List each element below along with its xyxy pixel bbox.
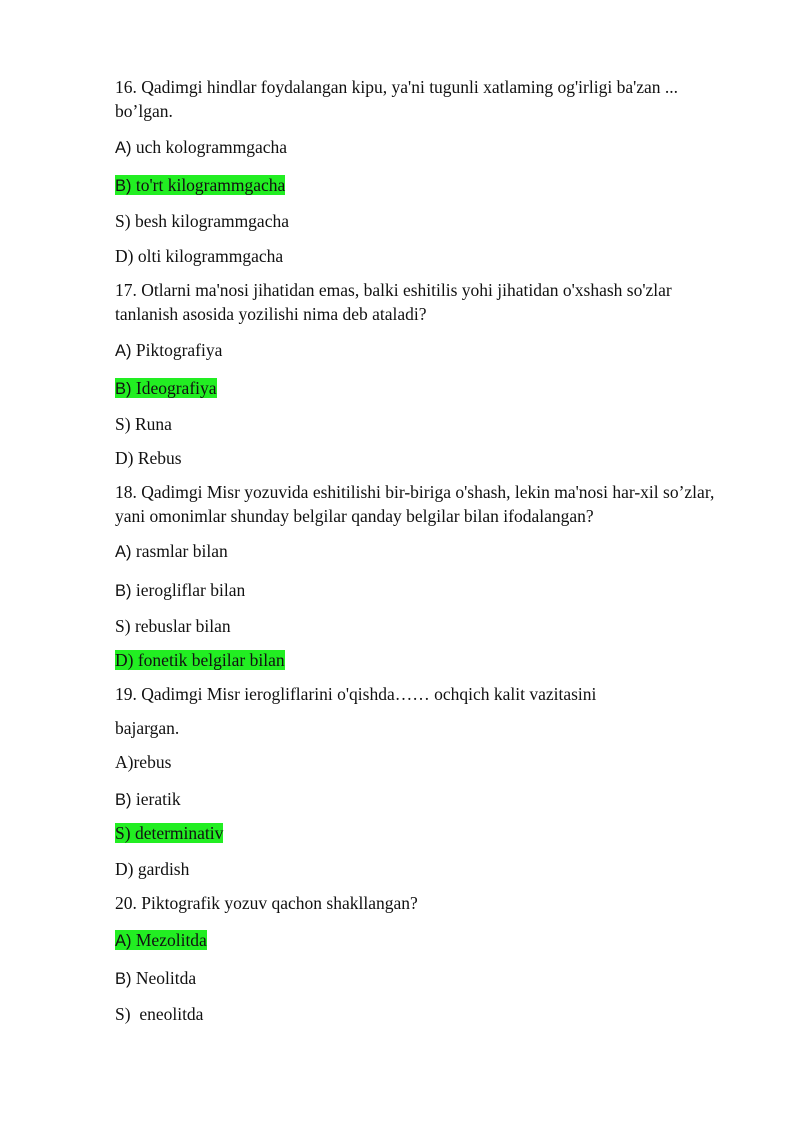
option-letter: S): [115, 616, 131, 636]
q17-option-s: [115, 412, 172, 436]
option-letter: S): [115, 211, 131, 231]
option-letter: A): [115, 139, 132, 157]
option-text: ieratik: [135, 789, 181, 809]
option-text: eneolitda: [134, 1004, 204, 1024]
option-text: uch kologrammgacha: [135, 137, 288, 157]
option-letter: A): [115, 752, 134, 772]
question-16-text: 16. Qadimgi hindlar foydalangan kipu, ya'ni tugunli xatlaming og'irligi ba'zan ... bo’lgan.: [115, 77, 679, 121]
q20-option-a-correct: [115, 928, 207, 953]
option-text: fonetik belgilar bilan: [137, 650, 285, 670]
option-letter: S): [115, 414, 131, 434]
option-text: Rebus: [137, 448, 182, 468]
option-text: Mezolitda: [135, 930, 207, 950]
q17-option-b-correct: [115, 376, 217, 401]
option-letter: D): [115, 246, 134, 266]
option-text: determinativ: [134, 823, 224, 843]
option-letter: D): [115, 859, 134, 879]
option-text: rebus: [133, 752, 172, 772]
option-letter: D): [115, 650, 134, 670]
option-text: olti kilogrammgacha: [137, 246, 284, 266]
option-letter: A): [115, 543, 132, 561]
q18-option-b: [115, 578, 245, 603]
option-letter: B): [115, 791, 132, 809]
question-20-text: 20. Piktografik yozuv qachon shakllangan?: [115, 893, 418, 913]
option-text: Ideografiya: [135, 378, 217, 398]
option-letter: B): [115, 380, 132, 398]
option-text: gardish: [137, 859, 190, 879]
option-letter: B): [115, 177, 132, 195]
q20-option-b: [115, 966, 196, 991]
question-18-text: 18. Qadimgi Misr yozuvida eshitilishi bir-biriga o'shash, lekin ma'nosi har-xil so’zlar, yani omonimlar shunday belgilar qanday belgilar bilan ifodalangan?: [115, 482, 715, 526]
option-text: rebuslar bilan: [134, 616, 231, 636]
option-text: besh kilogrammgacha: [134, 211, 289, 231]
option-letter: S): [115, 1004, 131, 1024]
q16-option-b-correct: [115, 173, 285, 198]
question-19-text: 19. Qadimgi Misr ierogliflarini o'qishda…… ochqich kalit vazitasini: [115, 684, 597, 704]
option-letter: B): [115, 582, 132, 600]
option-letter: A): [115, 932, 132, 950]
option-text: rasmlar bilan: [135, 541, 228, 561]
question-19-text-cont: bajargan.: [115, 718, 180, 738]
q16-option-d: [115, 244, 283, 268]
q17-option-a: [115, 338, 222, 363]
option-text: Neolitda: [135, 968, 197, 988]
option-text: to'rt kilogrammgacha: [135, 175, 286, 195]
option-letter: S): [115, 823, 131, 843]
question-17-text: 17. Otlarni ma'nosi jihatidan emas, balki eshitilis yohi jihatidan o'xshash so'zlar tanlanish asosida yozilishi nima deb ataladi?: [115, 280, 672, 324]
q20-option-s: [115, 1002, 203, 1026]
option-letter: D): [115, 448, 134, 468]
q17-option-d: [115, 446, 182, 470]
option-letter: A): [115, 342, 132, 360]
option-letter: B): [115, 970, 132, 988]
option-text: ierogliflar bilan: [135, 580, 246, 600]
q16-option-a: [115, 135, 287, 160]
option-text: Piktografiya: [135, 340, 223, 360]
q19-option-s-correct: [115, 821, 223, 845]
q16-option-s: [115, 209, 289, 233]
q19-option-a: [115, 750, 171, 774]
q18-option-d-correct: [115, 648, 285, 672]
option-text: Runa: [134, 414, 172, 434]
q19-option-d: [115, 857, 189, 881]
q18-option-a: [115, 539, 228, 564]
q19-option-b: [115, 787, 181, 812]
q18-option-s: [115, 614, 231, 638]
